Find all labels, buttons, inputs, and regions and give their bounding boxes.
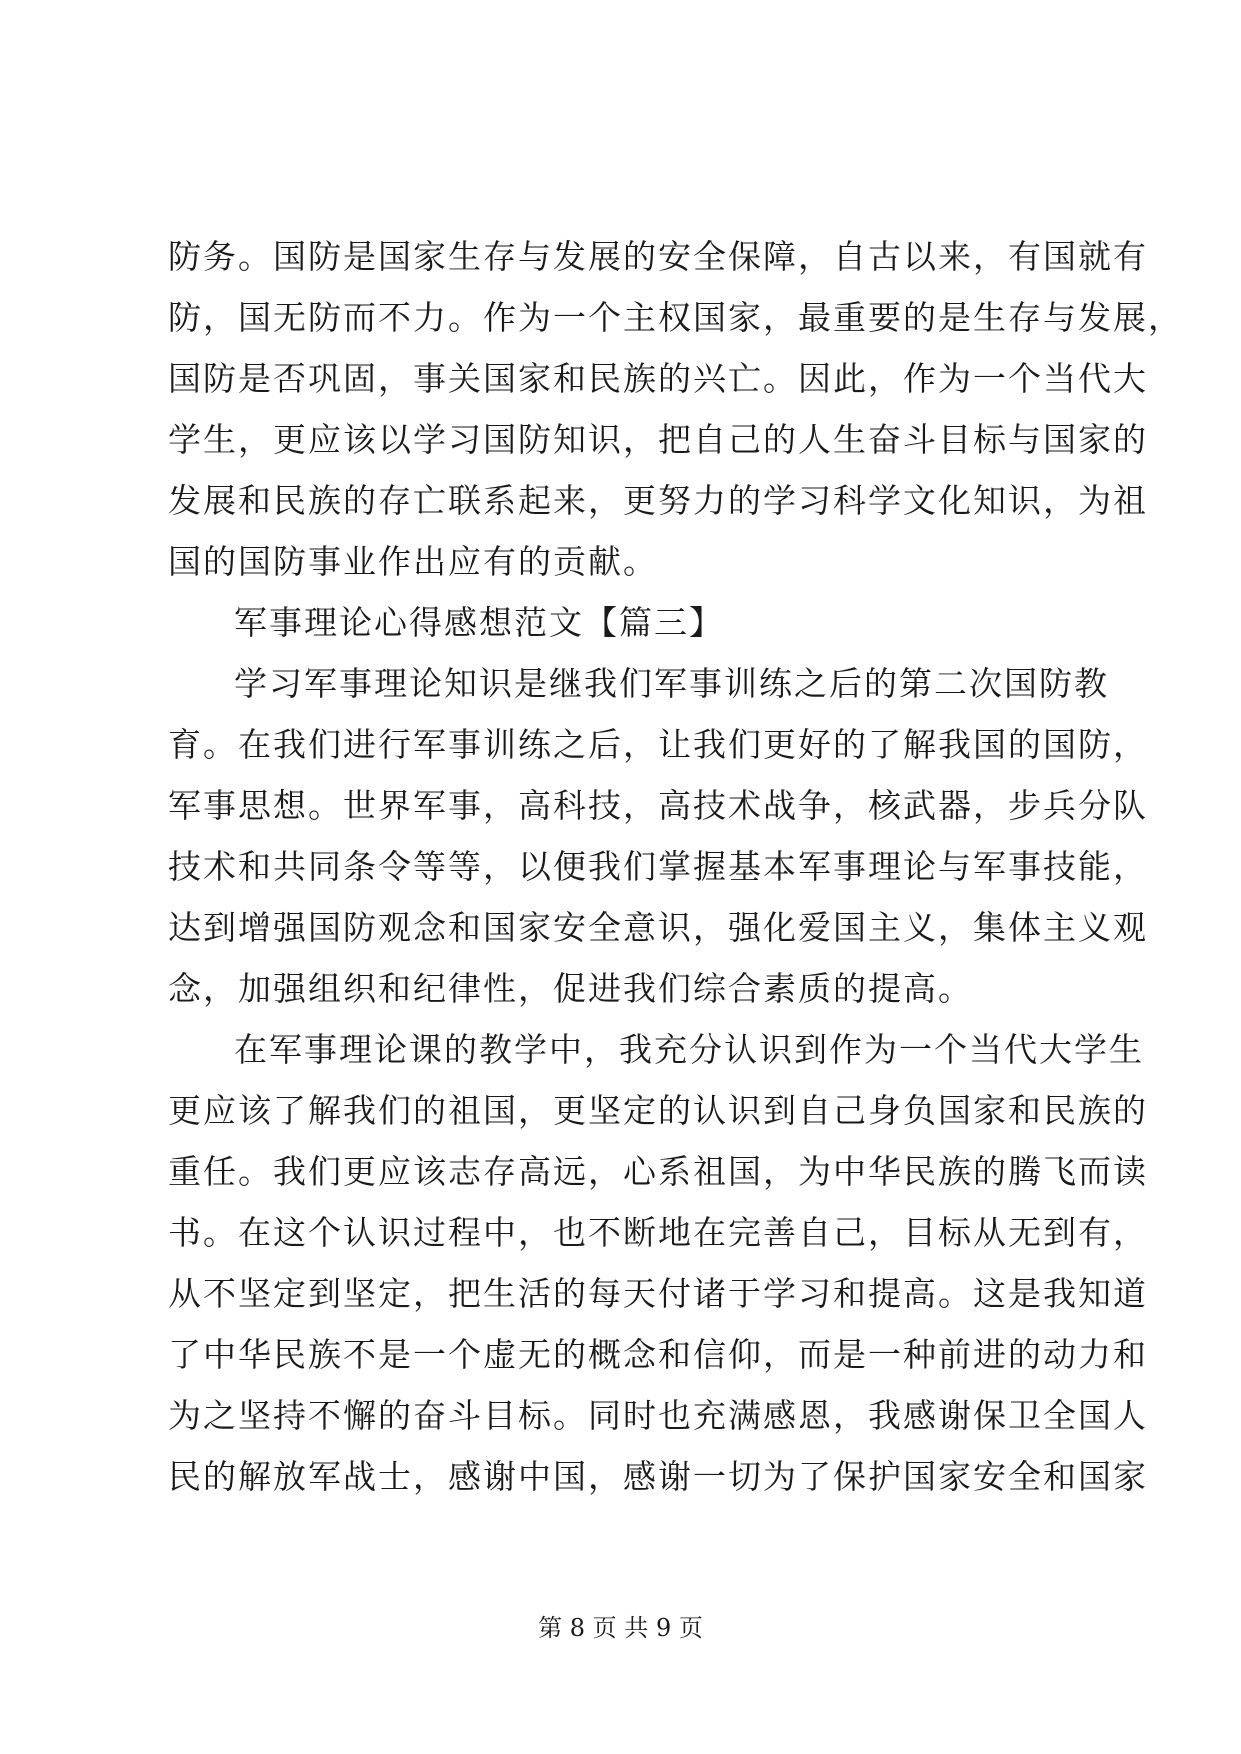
text-line: 育。在我们进行军事训练之后，让我们更好的了解我国的国防， [168, 725, 1148, 764]
text-line: 技术和共同条令等等，以便我们掌握基本军事理论与军事技能， [168, 847, 1148, 886]
document-body [168, 226, 1183, 1507]
text-line: 在军事理论课的教学中，我充分认识到作为一个当代大学生 [234, 1030, 1144, 1069]
text-line: 发展和民族的存亡联系起来，更努力的学习科学文化知识，为祖 [168, 481, 1148, 520]
text-line: 了中华民族不是一个虚无的概念和信仰，而是一种前进的动力和 [168, 1335, 1148, 1374]
text-line: 从不坚定到坚定，把生活的每天付诸于学习和提高。这是我知道 [168, 1274, 1148, 1313]
text-line: 防，国无防而不力。作为一个主权国家，最重要的是生存与发展， [168, 298, 1183, 337]
text-line: 防务。国防是国家生存与发展的安全保障，自古以来，有国就有 [168, 237, 1148, 276]
text-line: 学习军事理论知识是继我们军事训练之后的第二次国防教 [234, 664, 1109, 703]
section-heading: 军事理论心得感想范文【篇三】 [234, 603, 724, 642]
text-line: 为之坚持不懈的奋斗目标。同时也充满感恩，我感谢保卫全国人 [168, 1396, 1148, 1435]
text-line: 国的国防事业作出应有的贡献。 [168, 542, 658, 581]
text-line: 重任。我们更应该志存高远，心系祖国，为中华民族的腾飞而读 [168, 1152, 1148, 1191]
text-line: 达到增强国防观念和国家安全意识，强化爱国主义，集体主义观 [168, 908, 1148, 947]
text-line: 国防是否巩固，事关国家和民族的兴亡。因此，作为一个当代大 [168, 359, 1148, 398]
text-line: 书。在这个认识过程中，也不断地在完善自己，目标从无到有， [168, 1213, 1148, 1252]
text-line: 念，加强组织和纪律性，促进我们综合素质的提高。 [168, 969, 973, 1008]
text-line: 军事思想。世界军事，高科技，高技术战争，核武器，步兵分队 [168, 786, 1148, 825]
text-line: 学生，更应该以学习国防知识，把自己的人生奋斗目标与国家的 [168, 420, 1148, 459]
text-line: 民的解放军战士，感谢中国，感谢一切为了保护国家安全和国家 [168, 1457, 1148, 1496]
page-number-footer: 第 8 页 共 9 页 [538, 1614, 703, 1642]
text-line: 更应该了解我们的祖国，更坚定的认识到自己身负国家和民族的 [168, 1091, 1148, 1130]
